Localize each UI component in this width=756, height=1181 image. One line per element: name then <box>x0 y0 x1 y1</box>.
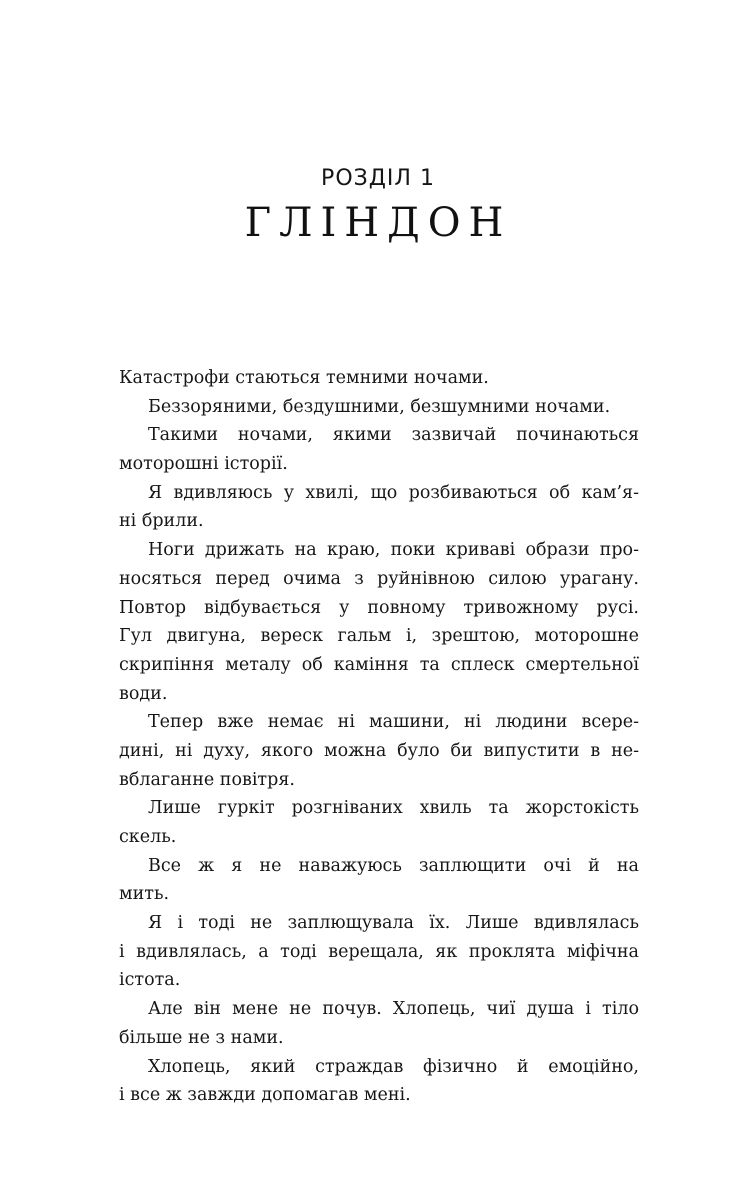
text-line: Я і тоді не заплющувала їх. Лише вдивлялась <box>148 913 639 934</box>
text-line: ні брили. <box>119 511 204 532</box>
text-line: води. <box>119 683 168 704</box>
chapter-label: РОЗДІЛ 1 <box>321 166 435 191</box>
text-line: носяться перед очима з руйнівною силою урагану. <box>119 568 639 589</box>
text-line: дині, ні духу, якого можна було би випустити в не- <box>119 740 639 761</box>
chapter-body-text <box>119 364 639 1110</box>
text-line: Лише гуркіт розгніваних хвиль та жорстокість <box>148 798 639 819</box>
text-line: вблаганне повітря. <box>119 769 295 790</box>
chapter-title: ГЛІНДОН <box>244 200 512 246</box>
text-line: Гул двигуна, вереск гальм і, зрештою, моторошне <box>119 626 639 647</box>
text-line: Все ж я не наважуюсь заплющити очі й на <box>148 855 639 876</box>
text-line: істота. <box>119 970 181 991</box>
text-line: Тепер вже немає ні машини, ні людини всере- <box>148 712 639 733</box>
text-line: Але він мене не почув. Хлопець, чиї душа і тіло <box>148 999 639 1020</box>
text-line: Такими ночами, якими зазвичай починаються <box>148 425 639 446</box>
text-line: Хлопець, який страждав фізично й емоційно, <box>148 1056 639 1077</box>
text-line: Ноги дрижать на краю, поки криваві образи про- <box>148 540 639 561</box>
text-line: Повтор відбувається у повному тривожному русі. <box>119 597 639 618</box>
text-line: мить. <box>119 884 170 905</box>
text-line: скель. <box>119 827 177 847</box>
text-line: Катастрофи стаються темними ночами. <box>119 368 489 388</box>
text-line: більше не з нами. <box>119 1027 284 1048</box>
text-line: Беззоряними, бездушними, безшумними ночами. <box>148 396 611 417</box>
text-line: моторошні історії. <box>119 454 288 475</box>
text-line: скрипіння металу об каміння та сплеск смертельної <box>119 654 639 675</box>
text-line: Я вдивляюсь у хвилі, що розбиваються об кам’я- <box>148 482 639 503</box>
text-line: і все ж завжди допомагав мені. <box>119 1085 411 1106</box>
text-line: і вдивлялась, а тоді верещала, як проклята міфічна <box>119 941 639 962</box>
